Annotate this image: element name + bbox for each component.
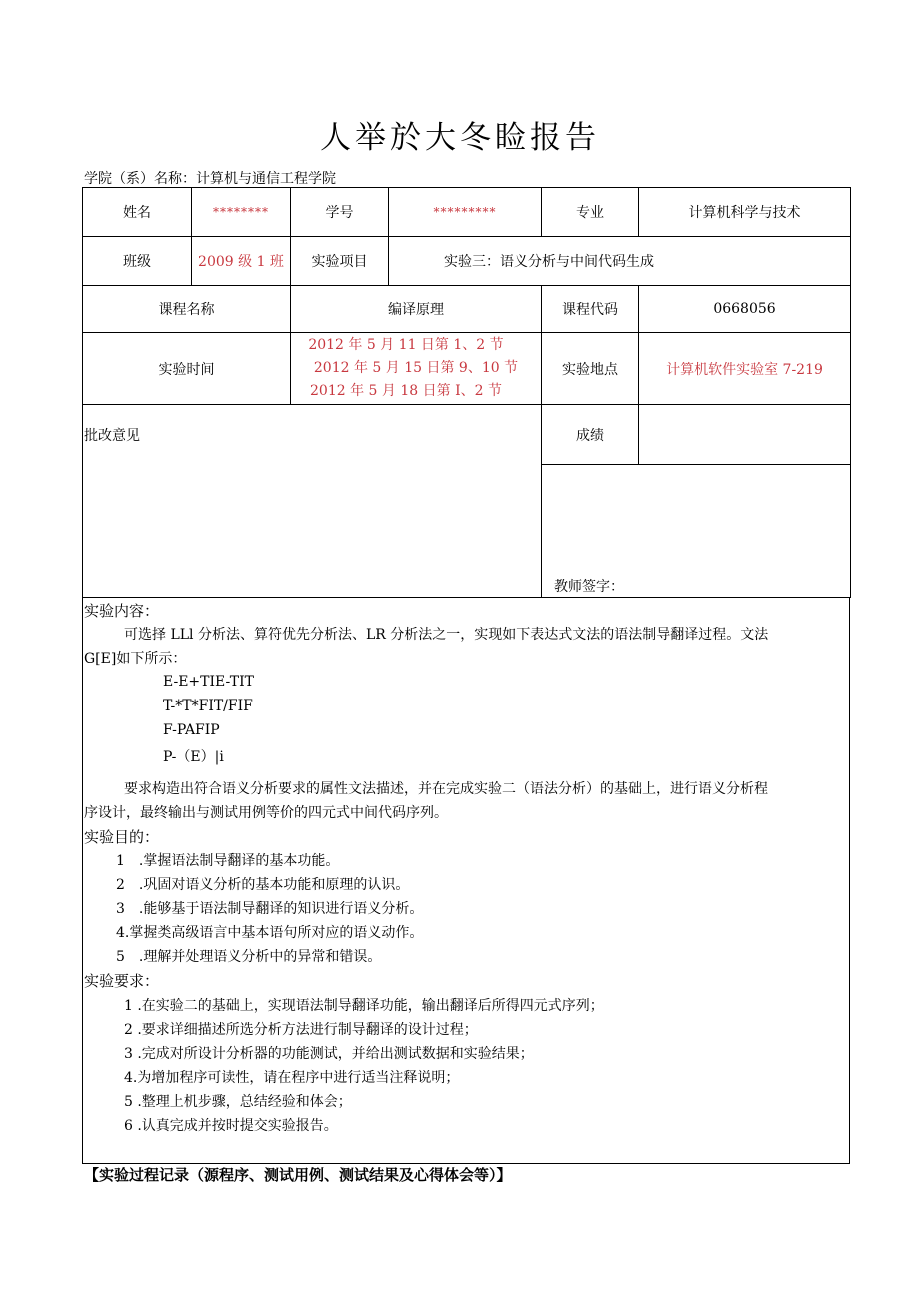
time-values (291, 333, 542, 405)
student-id-label: 学号 (291, 188, 389, 237)
grammar-rule: E-E+TIE-TIT (163, 674, 254, 690)
major-label: 专业 (542, 188, 639, 237)
time-line: 2012 年 5 月 18 日第 I、2 节 (310, 383, 502, 399)
content-paragraph-line: 可选择 LLl 分析法、算符优先分析法、LR 分析法之一，实现如下表达式文法的语法制导翻译过程。文法 (124, 627, 769, 643)
review-cell (83, 405, 542, 598)
course-label: 课程名称 (83, 286, 291, 333)
department-label: 学院（系）名称： (84, 171, 196, 187)
teacher-sign-label: 教师签字： (554, 579, 624, 595)
name-label: 姓名 (83, 188, 192, 237)
time-line: 2012 年 5 月 11 日第 1、2 节 (308, 337, 504, 353)
requirement-item: 3 .完成对所设计分析器的功能测试，并给出测试数据和实验结果； (124, 1046, 534, 1062)
place-label: 实验地点 (542, 333, 639, 405)
student-id-value: ********* (389, 188, 542, 237)
goal-item: 4.掌握类高级语言中基本语句所对应的语义动作。 (116, 925, 424, 941)
name-value: ******** (192, 188, 291, 237)
requirement-item: 4.为增加程序可读性，请在程序中进行适当注释说明； (124, 1070, 460, 1086)
department-value: 计算机与通信工程学院 (196, 171, 336, 187)
time-line: 2012 年 5 月 15 日第 9、10 节 (313, 360, 519, 376)
class-value: 2009 级 1 班 (192, 237, 291, 286)
goal-item: 2 .巩固对语义分析的基本功能和原理的认识。 (116, 877, 410, 893)
requirement-item: 1 .在实验二的基础上，实现语法制导翻译功能，输出翻译后所得四元式序列； (124, 998, 604, 1014)
course-code-label: 课程代码 (542, 286, 639, 333)
course-code-value: 0668056 (639, 286, 851, 333)
requirements-heading: 实验要求： (84, 972, 160, 990)
report-title: 人举於大冬睑报告 (320, 120, 600, 156)
content-paragraph-line: 要求构造出符合语义分析要求的属性文法描述，并在完成实验二（语法分析）的基础上，进行语义分析程 (124, 781, 768, 797)
goals-heading: 实验目的： (84, 828, 160, 846)
goal-item: 5 .理解并处理语义分析中的异常和错误。 (116, 949, 382, 965)
score-value[interactable] (639, 405, 851, 465)
teacher-sign-cell (542, 465, 851, 598)
grammar-rule: F-PAFIP (163, 722, 220, 738)
requirement-item: 5 .整理上机步骤，总结经验和体会； (124, 1094, 352, 1110)
grammar-rule: P-（E）|i (163, 749, 224, 765)
review-label: 批改意见 (84, 428, 140, 444)
project-label: 实验项目 (291, 237, 389, 286)
content-heading: 实验内容： (84, 602, 160, 620)
process-record-heading: 【实验过程记录（源程序、测试用例、测试结果及心得体会等）】 (84, 1166, 512, 1184)
place-value: 计算机软件实验室 7-219 (639, 333, 851, 405)
class-label: 班级 (83, 237, 192, 286)
time-label: 实验时间 (83, 333, 291, 405)
content-paragraph-line: 序设计，最终输出与测试用例等价的四元式中间代码序列。 (84, 805, 448, 821)
course-value: 编译原理 (291, 286, 542, 333)
goal-item: 3 .能够基于语法制导翻译的知识进行语义分析。 (116, 901, 424, 917)
requirement-item: 6 .认真完成并按时提交实验报告。 (124, 1118, 338, 1134)
score-label: 成绩 (542, 405, 639, 465)
project-value: 实验三：语义分析与中间代码生成 (389, 237, 851, 286)
department-line (84, 168, 336, 188)
content-paragraph-line: G[E]如下所示： (84, 651, 187, 667)
goal-item: 1 .掌握语法制导翻译的基本功能。 (116, 853, 340, 869)
major-value: 计算机科学与技术 (639, 188, 851, 237)
grammar-rule: T-*T*FIT/FIF (163, 698, 253, 714)
info-table-main (82, 187, 851, 598)
requirement-item: 2 .要求详细描述所选分析方法进行制导翻译的设计过程； (124, 1022, 478, 1038)
content-section (82, 597, 850, 1164)
